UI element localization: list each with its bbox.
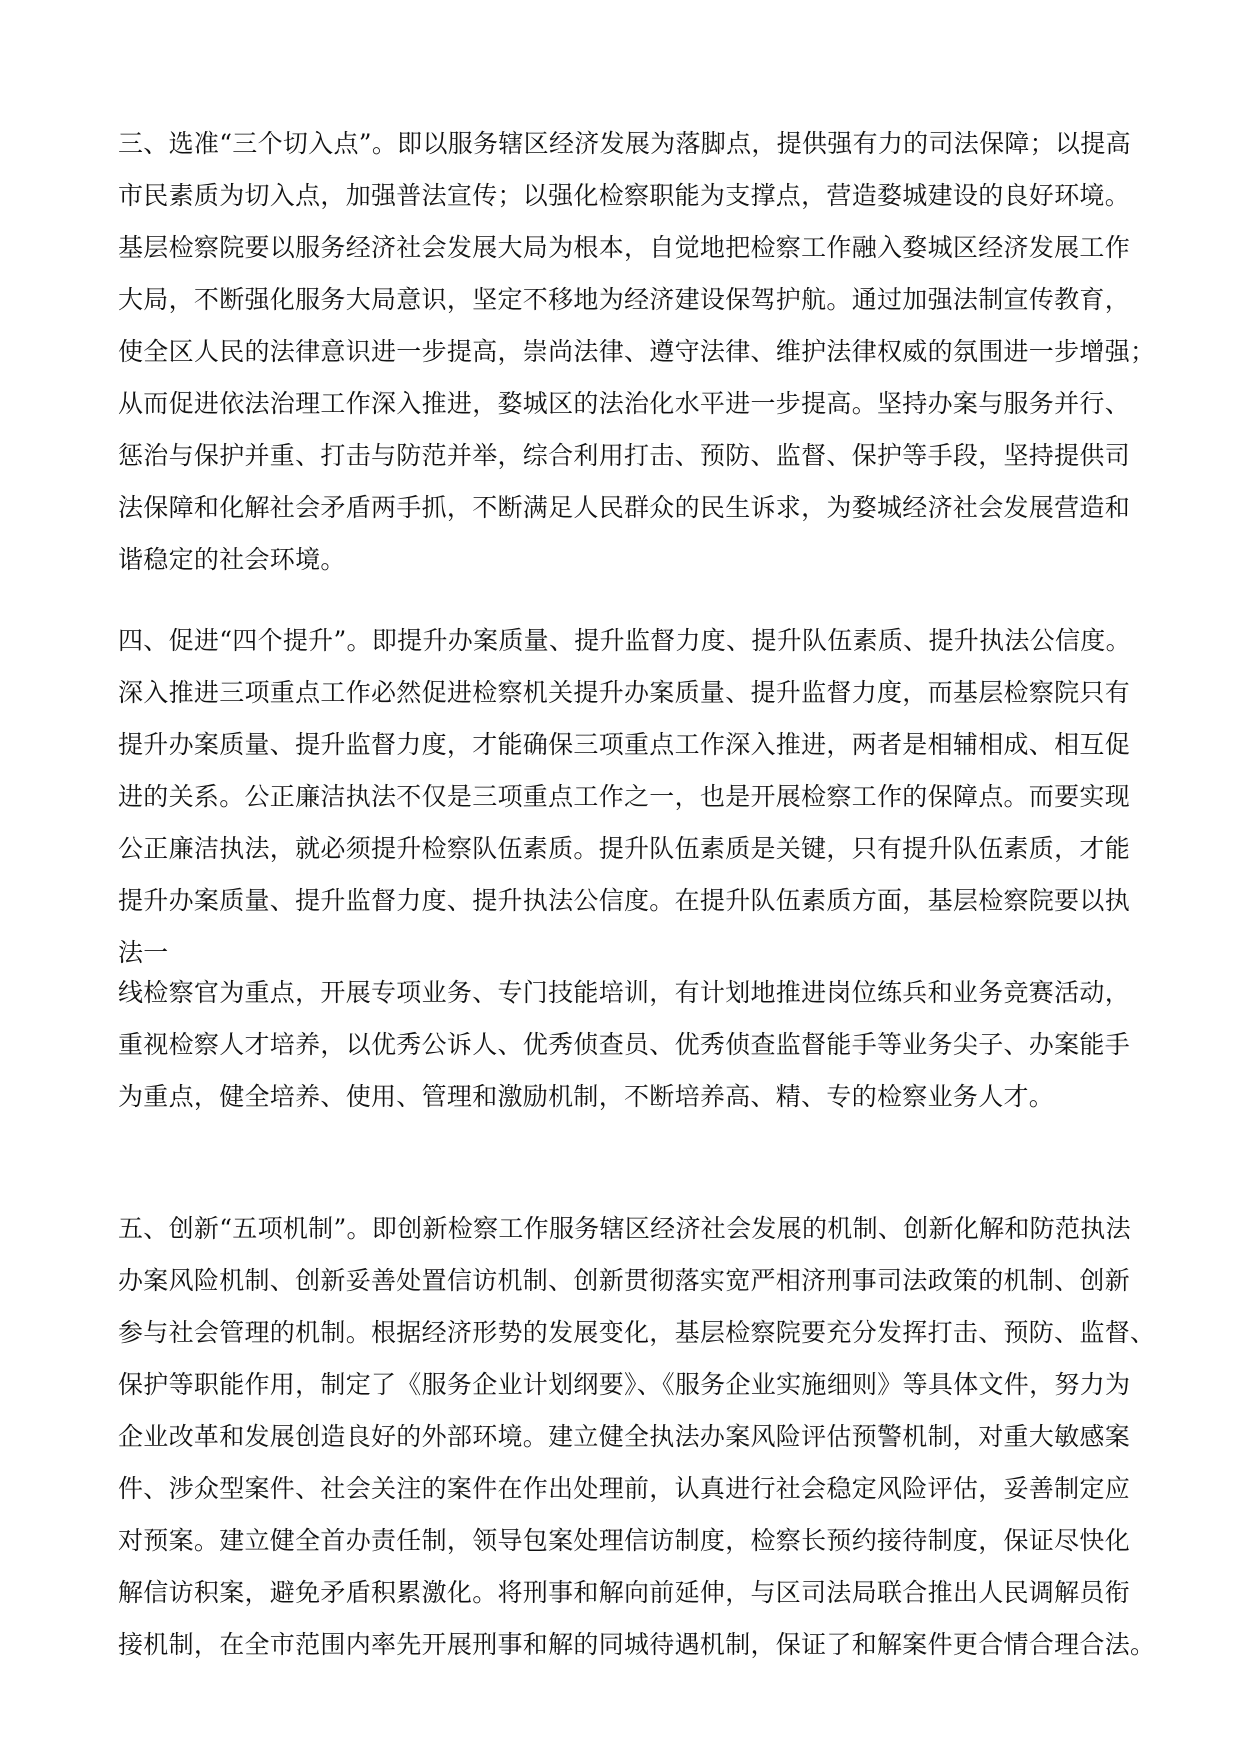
text-line: 从而促进依法治理工作深入推进，婺城区的法治化水平进一步提高。坚持办案与服务并行、 xyxy=(118,389,1131,418)
text-line: 对预案。建立健全首办责任制，领导包案处理信访制度，检察长预约接待制度，保证尽快化 xyxy=(118,1526,1131,1555)
text-line: 惩治与保护并重、打击与防范并举，综合利用打击、预防、监督、保护等手段，坚持提供司 xyxy=(118,441,1131,470)
text-line: 线检察官为重点，开展专项业务、专门技能培训，有计划地推进岗位练兵和业务竞赛活动， xyxy=(118,978,1131,1007)
text-line: 提升办案质量、提升监督力度、提升执法公信度。在提升队伍素质方面，基层检察院要以执 xyxy=(118,886,1131,915)
text-line: 深入推进三项重点工作必然促进检察机关提升办案质量、提升监督力度，而基层检察院只有 xyxy=(118,678,1131,707)
text-line: 进的关系。公正廉洁执法不仅是三项重点工作之一，也是开展检察工作的保障点。而要实现 xyxy=(118,782,1131,811)
text-line: 保护等职能作用，制定了《服务企业计划纲要》、《服务企业实施细则》等具体文件，努力为 xyxy=(118,1370,1131,1399)
text-line: 法保障和化解社会矛盾两手抓，不断满足人民群众的民生诉求，为婺城经济社会发展营造和 xyxy=(118,493,1131,522)
text-line: 企业改革和发展创造良好的外部环境。建立健全执法办案风险评估预警机制，对重大敏感案 xyxy=(118,1422,1131,1451)
text-line: 公正廉洁执法，就必须提升检察队伍素质。提升队伍素质是关键，只有提升队伍素质，才能 xyxy=(118,834,1131,863)
text-line: 为重点，健全培养、使用、管理和激励机制，不断培养高、精、专的检察业务人才。 xyxy=(118,1082,1055,1111)
paragraph-five-mechanisms xyxy=(118,1203,1155,1671)
text-line: 接机制，在全市范围内率先开展刑事和解的同城待遇机制，保证了和解案件更合情合理合法。 xyxy=(118,1630,1156,1659)
text-line: 基层检察院要以服务经济社会发展大局为根本，自觉地把检察工作融入婺城区经济发展工作 xyxy=(118,233,1131,262)
paragraph-four-improvements xyxy=(118,615,1131,979)
text-line: 五、创新“五项机制”。即创新检察工作服务辖区经济社会发展的机制、创新化解和防范执法 xyxy=(118,1214,1131,1243)
text-line: 提升办案质量、提升监督力度，才能确保三项重点工作深入推进，两者是相辅相成、相互促 xyxy=(118,730,1131,759)
text-line: 三、选准“三个切入点”。即以服务辖区经济发展为落脚点，提供强有力的司法保障；以提高 xyxy=(118,129,1131,158)
text-line: 办案风险机制、创新妥善处置信访机制、创新贯彻落实宽严相济刑事司法政策的机制、创新 xyxy=(118,1266,1131,1295)
text-line: 法一 xyxy=(118,938,169,967)
text-line: 四、促进“四个提升”。即提升办案质量、提升监督力度、提升队伍素质、提升执法公信度。 xyxy=(118,626,1131,655)
text-line: 市民素质为切入点，加强普法宣传；以强化检察职能为支撑点，营造婺城建设的良好环境。 xyxy=(118,181,1131,210)
paragraph-continuation xyxy=(118,967,1130,1123)
text-line: 解信访积案，避免矛盾积累激化。将刑事和解向前延伸，与区司法局联合推出人民调解员衔 xyxy=(118,1578,1131,1607)
text-line: 谐稳定的社会环境。 xyxy=(118,545,346,574)
paragraph-three-entry-points xyxy=(118,118,1155,586)
text-line: 参与社会管理的机制。根据经济形势的发展变化，基层检察院要充分发挥打击、预防、监督、 xyxy=(118,1318,1156,1347)
text-line: 重视检察人才培养，以优秀公诉人、优秀侦查员、优秀侦查监督能手等业务尖子、办案能手 xyxy=(118,1030,1131,1059)
text-line: 大局，不断强化服务大局意识，坚定不移地为经济建设保驾护航。通过加强法制宣传教育， xyxy=(118,285,1131,314)
text-line: 件、涉众型案件、社会关注的案件在作出处理前，认真进行社会稳定风险评估，妥善制定应 xyxy=(118,1474,1131,1503)
text-line: 使全区人民的法律意识进一步提高，崇尚法律、遵守法律、维护法律权威的氛围进一步增强； xyxy=(118,337,1156,366)
